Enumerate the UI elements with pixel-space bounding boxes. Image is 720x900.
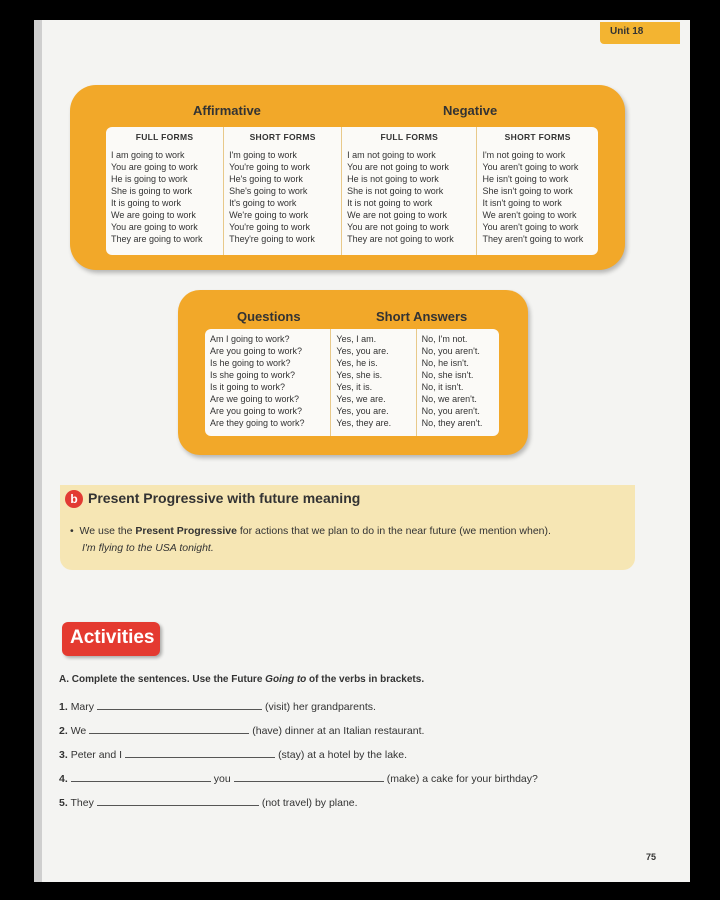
table-column <box>342 127 477 255</box>
table-cell: It is not going to work <box>347 198 433 208</box>
column-header: FULL FORMS <box>135 132 194 142</box>
going-to-forms-table <box>106 127 598 255</box>
table-cell: I'm going to work <box>229 150 297 160</box>
item-text: Peter and I <box>70 749 123 761</box>
table-cell: Yes, you are. <box>336 346 389 356</box>
table-cell: Yes, we are. <box>336 394 386 404</box>
item-number: 4. <box>59 773 68 785</box>
table-cell: Is he going to work? <box>210 358 291 368</box>
answer-blank[interactable] <box>71 772 211 782</box>
table-cell: Am I going to work? <box>210 334 290 344</box>
table-cell: You aren't going to work <box>482 222 579 232</box>
section-b-title: Present Progressive with future meaning <box>88 490 361 506</box>
item-text: (have) dinner at an Italian restaurant. <box>252 725 425 737</box>
item-number: 3. <box>59 749 68 761</box>
table-cell: They are going to work <box>111 234 203 244</box>
table-cell: It is going to work <box>111 198 182 208</box>
table-cell: You are going to work <box>111 162 198 172</box>
table-cell: Is it going to work? <box>210 382 286 392</box>
activities-badge: Activities <box>62 622 160 656</box>
table-cell: You aren't going to work <box>482 162 579 172</box>
answer-blank[interactable] <box>97 796 259 806</box>
bullet-text: We use the <box>79 525 136 537</box>
item-text: (not travel) by plane. <box>261 797 358 809</box>
table-cell: I am not going to work <box>347 150 436 160</box>
bullet-bold: Present Progressive <box>135 525 237 537</box>
unit-tab: Unit 18 <box>600 22 680 44</box>
table-cell: Are we going to work? <box>210 394 300 404</box>
instruction-em: Going to <box>265 674 307 685</box>
table-column <box>224 127 342 255</box>
exercise-item-2 <box>59 724 424 737</box>
column-header: SHORT FORMS <box>249 132 316 142</box>
table-cell: No, they aren't. <box>421 418 483 428</box>
negative-heading: Negative <box>443 103 498 118</box>
answer-blank[interactable] <box>97 700 262 710</box>
table-cell: You are not going to work <box>347 222 449 232</box>
table-column <box>205 329 331 436</box>
exercise-item-1 <box>59 700 376 713</box>
table-column <box>106 127 224 255</box>
exercise-item-4 <box>59 772 538 785</box>
table-cell: No, we aren't. <box>421 394 477 404</box>
table-cell: They're going to work <box>229 234 315 244</box>
table-cell: Are you going to work? <box>210 406 303 416</box>
column-header: FULL FORMS <box>380 132 439 142</box>
instruction-text-end: of the verbs in brackets. <box>306 674 425 685</box>
table-cell: She is not going to work <box>347 186 444 196</box>
section-letter-badge: b <box>65 490 83 508</box>
page-number: 75 <box>646 852 657 862</box>
table-column <box>417 329 499 436</box>
table-column <box>477 127 598 255</box>
table-cell: Yes, I am. <box>336 334 377 344</box>
table-cell: He's going to work <box>229 174 303 184</box>
table-cell: I'm not going to work <box>482 150 566 160</box>
table-cell: Are they going to work? <box>210 418 305 428</box>
table-cell: She isn't going to work <box>482 186 573 196</box>
bullet-text-end: for actions that we plan to do in the near future (we mention when). <box>236 525 551 537</box>
table-cell: No, it isn't. <box>421 382 464 392</box>
section-b-bullet: • We use the Present Progressive for actions that we plan to do in the near future (we mention when). <box>70 525 551 537</box>
answer-blank[interactable] <box>89 724 249 734</box>
section-b-heading <box>65 490 360 508</box>
table-cell: She's going to work <box>229 186 308 196</box>
item-text: (stay) at a hotel by the lake. <box>278 749 408 761</box>
questions-heading: Questions <box>237 309 301 324</box>
table-cell: They are not going to work <box>347 234 454 244</box>
answer-blank[interactable] <box>234 772 384 782</box>
short-answers-heading: Short Answers <box>376 309 468 324</box>
table-cell: No, you aren't. <box>421 406 480 416</box>
table-cell: Yes, she is. <box>336 370 383 380</box>
table-cell: No, you aren't. <box>421 346 480 356</box>
activity-instruction <box>59 674 424 685</box>
table-cell: It's going to work <box>229 198 297 208</box>
table-cell: He is going to work <box>111 174 188 184</box>
table-cell: It isn't going to work <box>482 198 562 208</box>
table-cell: Is she going to work? <box>210 370 296 380</box>
table-cell: We are not going to work <box>347 210 448 220</box>
table-cell: You're going to work <box>229 162 311 172</box>
item-text: (visit) her grandparents. <box>265 701 376 713</box>
table-cell: Yes, you are. <box>336 406 389 416</box>
table-cell: Yes, he is. <box>336 358 378 368</box>
table-cell: No, I'm not. <box>421 334 468 344</box>
table-cell: Are you going to work? <box>210 346 303 356</box>
instruction-text: A. Complete the sentences. Use the Future <box>59 674 266 685</box>
questions-table <box>205 329 499 436</box>
table-cell: No, he isn't. <box>421 358 469 368</box>
table-cell: We are going to work <box>111 210 196 220</box>
table-cell: You're going to work <box>229 222 311 232</box>
table-cell: You are not going to work <box>347 162 449 172</box>
section-b-example: I'm flying to the USA tonight. <box>82 542 214 554</box>
table-cell: No, she isn't. <box>421 370 474 380</box>
table-cell: You are going to work <box>111 222 198 232</box>
table-column <box>331 329 416 436</box>
item-number: 1. <box>59 701 68 713</box>
exercise-item-3 <box>59 748 407 761</box>
answer-blank[interactable] <box>125 748 275 758</box>
exercise-item-5 <box>59 796 358 809</box>
table-cell: Yes, it is. <box>336 382 373 392</box>
item-text: We <box>70 725 87 737</box>
table-cell: Yes, they are. <box>336 418 392 428</box>
item-text: They <box>70 797 94 809</box>
table-cell: We aren't going to work <box>482 210 577 220</box>
table-cell: We're going to work <box>229 210 309 220</box>
table-cell: He isn't going to work <box>482 174 569 184</box>
item-text: (make) a cake for your birthday? <box>386 773 538 785</box>
affirmative-heading: Affirmative <box>193 103 261 118</box>
table-cell: He is not going to work <box>347 174 439 184</box>
item-text: Mary <box>70 701 95 713</box>
item-number: 5. <box>59 797 68 809</box>
column-header: SHORT FORMS <box>504 132 571 142</box>
item-number: 2. <box>59 725 68 737</box>
table-cell: I am going to work <box>111 150 185 160</box>
item-text: you <box>213 773 231 785</box>
table-cell: They aren't going to work <box>482 234 584 244</box>
table-cell: She is going to work <box>111 186 193 196</box>
